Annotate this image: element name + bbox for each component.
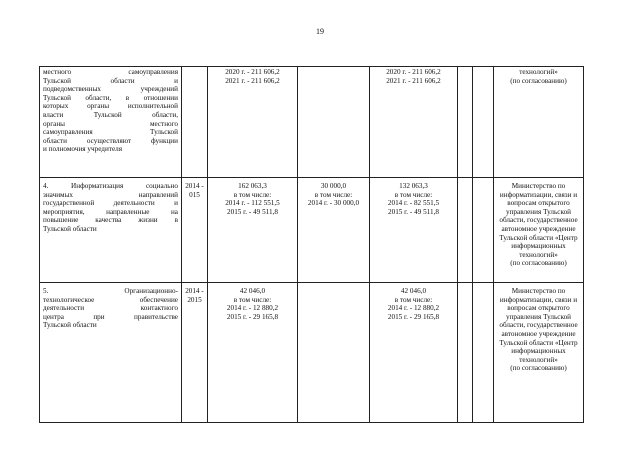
cell-text-line: 2015 г. - 29 165,8 [387, 312, 440, 321]
cell-text-line: 2014 г. - 30 000,0 [307, 199, 360, 208]
federal-funding-cell [298, 67, 370, 178]
cell-text-line: технологическое обеспечение [43, 295, 178, 304]
regional-funding-cell [370, 67, 458, 178]
executor-cell [494, 178, 584, 283]
federal-funding-cell [298, 178, 370, 283]
cell-text-line: (по согласованию) [510, 364, 567, 373]
regional-funding-cell [370, 283, 458, 423]
cell-text-line: местного самоуправления [43, 68, 178, 76]
cell-text-line: 2014 г. - 12 880,2 [387, 304, 440, 313]
cell-text-line: 2014 - [185, 182, 204, 190]
cell-text-line: управления Тульской [505, 207, 572, 216]
cell-text-line: 2015 г. - 29 165,8 [226, 312, 279, 321]
cell-text-line: области, государственное [499, 216, 578, 225]
cell-text-line: Тульской области «Центр [499, 338, 578, 347]
empty-cell [473, 283, 494, 423]
cell-text-line: Министерство по [511, 287, 566, 295]
table-row [40, 178, 584, 283]
executor-cell [494, 67, 584, 178]
cell-text-line: автономное учреждение [501, 224, 576, 233]
empty-cell [473, 67, 494, 178]
cell-text-line: технологий» [519, 250, 558, 259]
cell-text-line: 2015 г. - 49 511,8 [388, 207, 439, 216]
period-cell [182, 67, 208, 178]
total-funding-cell [208, 283, 298, 423]
federal-funding-cell [298, 283, 370, 423]
cell-text-line: 015 [189, 190, 200, 199]
cell-text-line: повышение качества жизни в [43, 216, 178, 225]
cell-text-line: которых органы исполнительной [43, 102, 178, 111]
empty-cell [458, 178, 473, 283]
cell-text-line: 2014 г. - 82 551,5 [387, 199, 440, 208]
empty-cell [458, 67, 473, 178]
cell-text-line: вопросам открытого [507, 199, 570, 208]
cell-text-line: 162 063,3 [238, 182, 267, 190]
cell-text-line: и полномочия учредителя [43, 145, 123, 154]
cell-text-line: в том числе: [233, 295, 272, 304]
cell-text-line: информатизации, связи и [499, 295, 578, 304]
cell-text-line: автономное учреждение [501, 329, 576, 338]
cell-text-line: в том числе: [394, 190, 433, 199]
cell-text-line: в том числе: [314, 190, 353, 199]
cell-text-line: Тульской области «Центр [499, 233, 578, 242]
cell-text-line: 4. Информатизация социально [43, 182, 178, 190]
cell-text-line: 2021 г. - 211 606,2 [225, 76, 280, 85]
cell-text-line: значимых направлений [43, 190, 178, 199]
cell-text-line: Тульской области и [43, 76, 178, 85]
table-row [40, 67, 584, 178]
empty-cell [473, 178, 494, 283]
cell-text-line: 30 000,0 [320, 182, 347, 190]
cell-text-line: государственной деятельности и [43, 199, 178, 208]
cell-text-line: 2021 г. - 211 606,2 [386, 76, 441, 85]
cell-text-line: 2014 г. - 112 551,5 [225, 199, 280, 208]
cell-text-line: вопросам открытого [507, 304, 570, 313]
program-activities-table [39, 66, 584, 423]
activity-description-cell [40, 283, 182, 423]
activity-description-cell [40, 67, 182, 178]
cell-text-line: информатизации, связи и [499, 190, 578, 199]
cell-text-line: органы местного [43, 119, 178, 128]
cell-text-line: технологий» [519, 68, 558, 76]
total-funding-cell [208, 178, 298, 283]
cell-text-line: 42 046,0 [239, 287, 266, 295]
cell-text-line: Министерство по [511, 182, 566, 190]
cell-text-line: 2014 г. - 12 880,2 [226, 304, 279, 313]
cell-text-line: 42 046,0 [400, 287, 427, 295]
cell-text-line: (по согласованию) [510, 259, 567, 268]
cell-text-line: 2015 [187, 295, 202, 304]
cell-text-line: области осуществляют функции [43, 136, 178, 145]
cell-text-line: в том числе: [233, 190, 272, 199]
executor-cell [494, 283, 584, 423]
period-cell [182, 283, 208, 423]
cell-text-line: мероприятия, направленные на [43, 207, 178, 216]
cell-text-line: самоуправления Тульской [43, 128, 178, 137]
cell-text-line: информационных [511, 347, 566, 356]
cell-text-line: Тульской области [43, 321, 97, 330]
table-row [40, 283, 584, 423]
cell-text-line: власти Тульской области, [43, 110, 178, 119]
total-funding-cell [208, 67, 298, 178]
cell-text-line: (по согласованию) [510, 76, 567, 85]
cell-text-line: в том числе: [394, 295, 433, 304]
cell-text-line: технологий» [519, 355, 558, 364]
activity-description-cell [40, 178, 182, 283]
cell-text-line: 5. Организационно- [43, 287, 178, 295]
regional-funding-cell [370, 178, 458, 283]
page-number: 19 [316, 27, 324, 36]
cell-text-line: области, государственное [499, 321, 578, 330]
cell-text-line: 2015 г. - 49 511,8 [227, 207, 278, 216]
cell-text-line: центра при правительстве [43, 312, 178, 321]
cell-text-line: подведомственных учреждений [43, 85, 178, 94]
cell-text-line: управления Тульской [505, 312, 572, 321]
cell-text-line: Тульской области, в отношении [43, 93, 178, 102]
cell-text-line: Тульской области [43, 224, 97, 233]
empty-cell [458, 283, 473, 423]
cell-text-line: 2020 г. - 211 606,2 [386, 68, 441, 76]
period-cell [182, 178, 208, 283]
cell-text-line: 2020 г. - 211 606,2 [225, 68, 280, 76]
cell-text-line: 132 063,3 [399, 182, 428, 190]
cell-text-line: деятельности контактного [43, 304, 178, 313]
cell-text-line: 2014 - [185, 287, 204, 295]
cell-text-line: информационных [511, 242, 566, 251]
